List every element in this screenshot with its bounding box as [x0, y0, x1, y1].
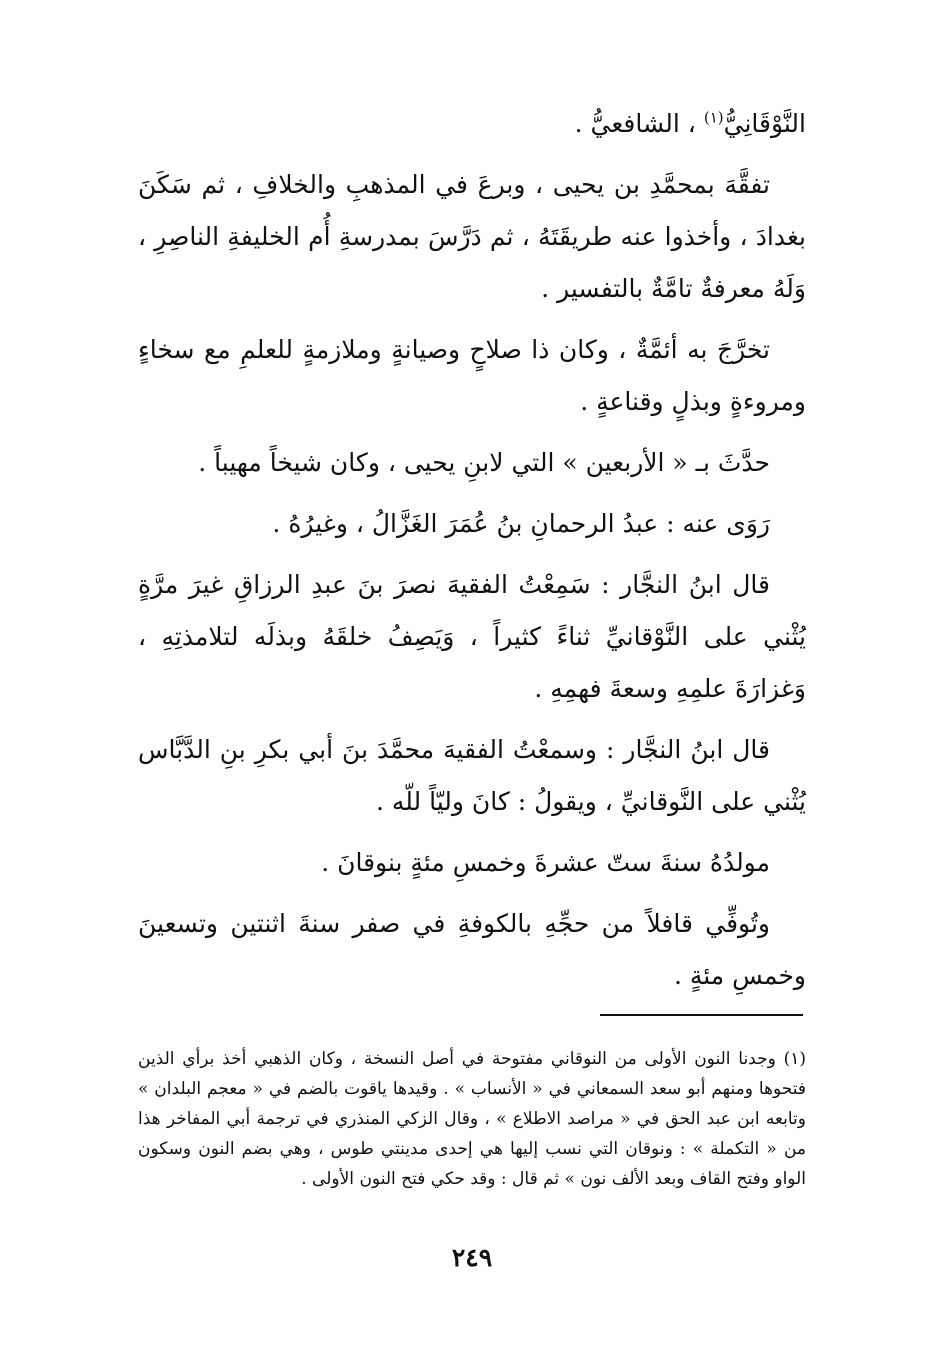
entry-suffix: ، الشافعيُّ .	[574, 109, 696, 138]
paragraph-5: قال ابنُ النجَّار : سَمِعْتُ الفقيهَ نصرَ بنَ عبدِ الرزاقِ غيرَ مرَّةٍ يُثْني على النَّوْقانيِّ ثناءً كثيراً ، وَيَصِفُ خلقَهُ وبذلَه لتلامذتِهِ ، وَغزارَةَ علمِهِ وسعةَ فهمِهِ .	[138, 570, 806, 703]
page-number: ٢٤٩	[451, 1243, 493, 1272]
footnote-divider	[600, 1014, 803, 1016]
footnote-marker: (١)	[703, 108, 724, 127]
paragraph-1: تفقَّهَ بمحمَّدِ بن يحيى ، وبرعَ في المذهبِ والخلافِ ، ثم سَكَنَ بغدادَ ، وأخذوا عنه طريقَتَهُ ، ثم دَرَّسَ بمدرسةِ أُم الخليفةِ الناصِرِ ، وَلَهُ معرفةٌ تامَّةٌ بالتفسير .	[138, 170, 806, 303]
entry-name: النَّوْقَانِيُّ	[723, 109, 806, 138]
main-text	[138, 98, 806, 1002]
paragraph-8: وتُوفِّي قافلاً من حجِّهِ بالكوفةِ في صفر سنةَ اثنتين وتسعينَ وخمسِ مئةٍ .	[138, 909, 806, 990]
paragraph-4: رَوَى عنه : عبدُ الرحمانِ بنُ عُمَرَ الغَزَّالُ ، وغيرُهُ .	[272, 509, 770, 538]
paragraph-7: مولدُهُ سنةَ ستّ عشرةَ وخمسِ مئةٍ بنوقانَ .	[321, 848, 770, 877]
paragraph-2: تخرَّجَ به أئمَّةٌ ، وكان ذا صلاحٍ وصيانةٍ وملازمةٍ للعلمِ مع سخاءٍ ومروءةٍ وبذلٍ وقناعةٍ .	[138, 335, 806, 416]
paragraph-6: قال ابنُ النجَّار : وسمعْتُ الفقيهَ محمَّدَ بنَ أبي بكرِ بنِ الدَّبَّاس يُثْني على النَّوقانيِّ ، ويقولُ : كانَ وليّاً للّه .	[138, 735, 806, 816]
footnote-text: (١) وجدنا النون الأولى من النوقاني مفتوحة في أصل النسخة ، وكان الذهبي أخذ برأي الذين فتحوها ومنهم أبو سعد السمعاني في « الأنساب » . وقيدها ياقوت بالضم في « معجم البلدان » وتابعه ابن عبد الحق في « مراصد الاطلاع » ، وقال الزكي المنذري في ترجمة أبي المفاخر هذا من « التكملة » : ونوقان التي نسب إليها هي إحدى مدينتي طوس ، وهي بضم النون وسكون الواو وفتح القاف وبعد الألف نون » ثم قال : وقد حكي فتح النون الأولى .	[138, 1049, 806, 1189]
paragraph-3: حدَّثَ بـ « الأربعين » التي لابنِ يحيى ، وكان شيخاً مهيباً .	[198, 448, 770, 477]
entry-heading	[138, 98, 806, 150]
